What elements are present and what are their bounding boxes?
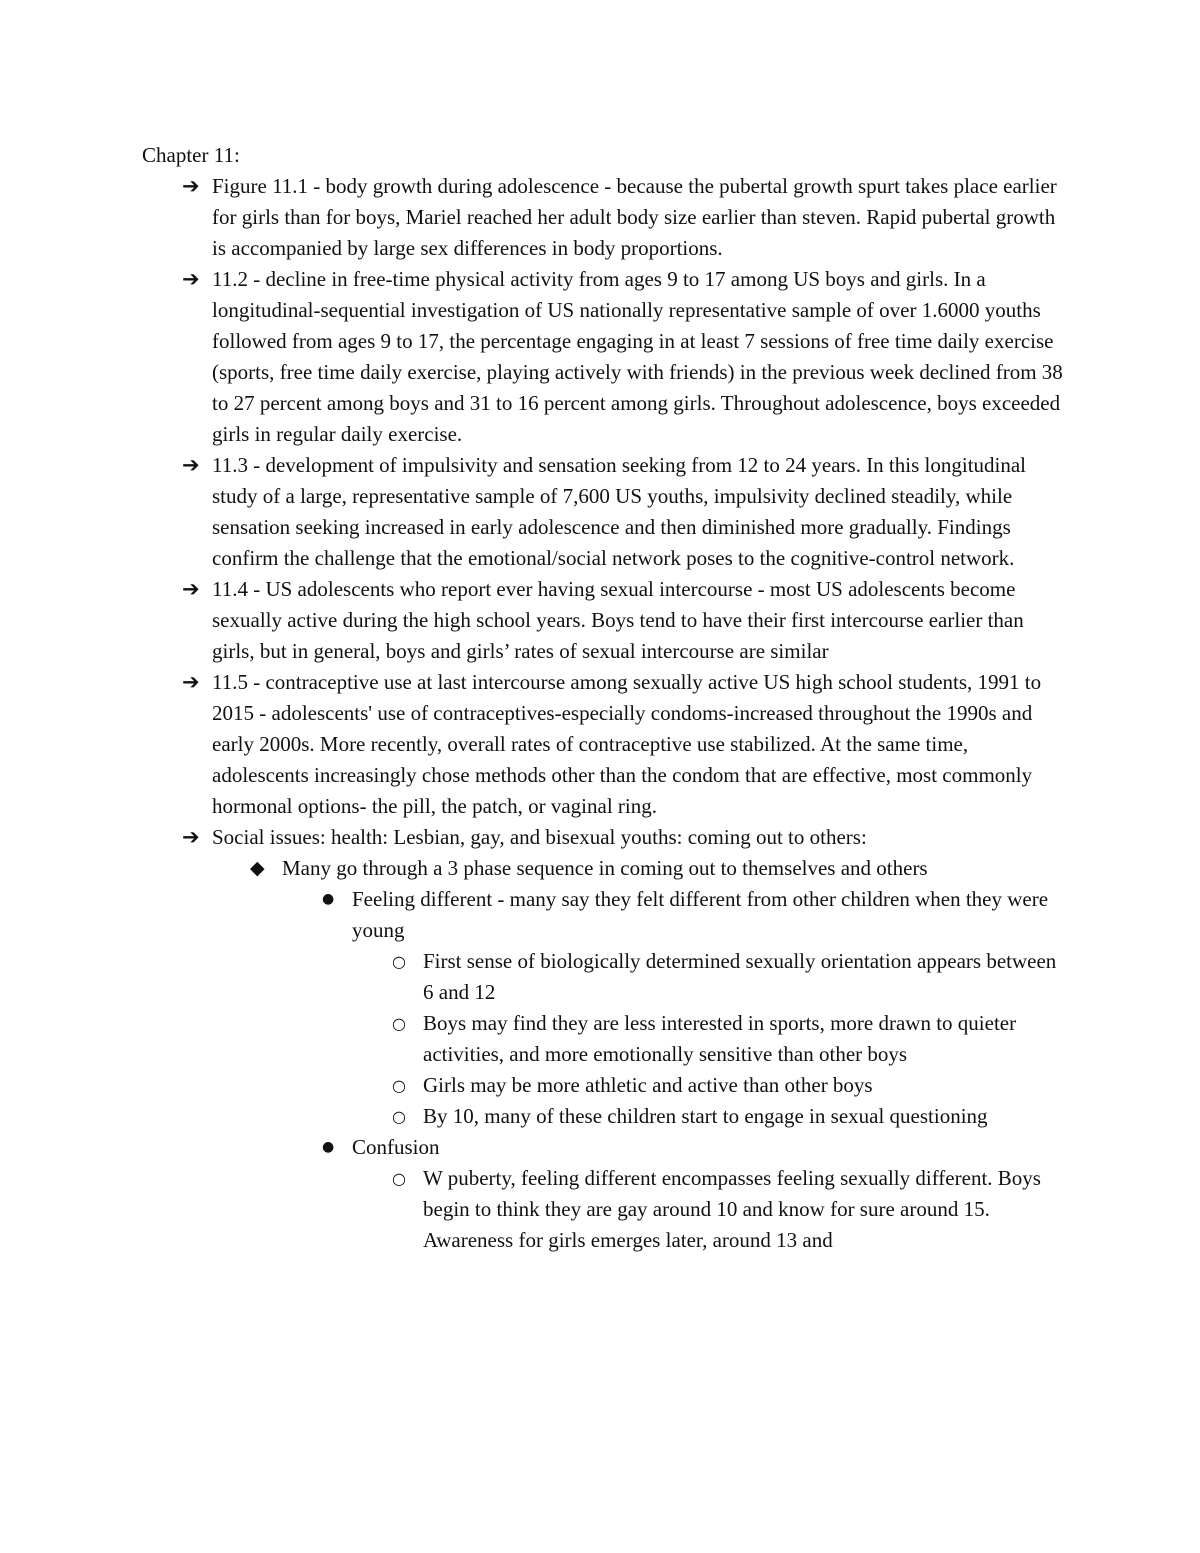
list-item-text: 11.2 - decline in free-time physical activity from ages 9 to 17 among US boys and girls. In a longitudinal-sequential investigation of US nationally representative sample of over 1.6000 youths followed from ages 9 to 17, the percentage engaging in at least 7 sessions of free time daily exercise (sports, free time daily exercise, playing actively with friends) in the previous week declined from 38 to 27 percent among boys and 31 to 16 percent among girls. Throughout adolescence, boys exceeded girls in regular daily exercise.	[212, 267, 1063, 446]
list-item-text: Girls may be more athletic and active than other boys	[423, 1073, 873, 1097]
list-item-figure-11-4	[182, 574, 1067, 667]
phase-list	[322, 884, 1067, 1256]
list-item-text: 11.5 - contraceptive use at last intercourse among sexually active US high school students, 1991 to 2015 - adolescents' use of contraceptives-especially condoms-increased throughout the 1990s and early 2000s. More recently, overall rates of contraceptive use stabilized. At the same time, adolescents increasingly chose methods other than the condom that are effective, most commonly hormonal options- the pill, the patch, or vaginal ring.	[212, 670, 1042, 818]
figure-list	[182, 171, 1067, 1256]
arrow-bullet-icon: ➔	[182, 453, 200, 477]
phase-detail-list	[392, 946, 1067, 1132]
list-item	[392, 1163, 1067, 1256]
list-item-text: Boys may find they are less interested in sports, more drawn to quieter activities, and more emotionally sensitive than other boys	[423, 1011, 1017, 1066]
list-item-text: 11.3 - development of impulsivity and sensation seeking from 12 to 24 years. In this longitudinal study of a large, representative sample of 7,600 US youths, impulsivity declined steadily, while sensation seeking increased in early adolescence and then diminished more gradually. Findings confirm the challenge that the emotional/social network poses to the cognitive-control network.	[212, 453, 1027, 570]
social-sublist	[250, 853, 1067, 1256]
list-item-text: Figure 11.1 - body growth during adolescence - because the pubertal growth spurt takes place earlier for girls than for boys, Mariel reached her adult body size earlier than steven. Rapid pubertal growth is accompanied by large sex differences in body proportions.	[212, 174, 1057, 260]
document-body	[142, 140, 1067, 1256]
circle-bullet-icon: ○	[392, 1014, 406, 1033]
list-item	[392, 1101, 1067, 1132]
circle-bullet-icon: ○	[392, 1169, 406, 1188]
list-item-text: First sense of biologically determined sexually orientation appears between 6 and 12	[423, 949, 1057, 1004]
list-item-text: By 10, many of these children start to engage in sexual questioning	[423, 1104, 988, 1128]
list-item-text: W puberty, feeling different encompasses feeling sexually different. Boys begin to think they are gay around 10 and know for sure around 15. Awareness for girls emerges later, around 13 and	[423, 1166, 1041, 1252]
list-item-coming-out-sequence	[250, 853, 1067, 1256]
list-item	[392, 946, 1067, 1008]
list-item-phase-confusion	[322, 1132, 1067, 1256]
arrow-bullet-icon: ➔	[182, 670, 200, 694]
circle-bullet-icon: ○	[392, 952, 406, 971]
phase-detail-list	[392, 1163, 1067, 1256]
list-item-phase-feeling-different	[322, 884, 1067, 1132]
list-item-social-issues	[182, 822, 1067, 1256]
list-item-figure-11-5	[182, 667, 1067, 822]
circle-bullet-icon: ○	[392, 1107, 406, 1126]
list-item-figure-11-2	[182, 264, 1067, 450]
list-item-text: Feeling different - many say they felt different from other children when they were young	[352, 887, 1049, 942]
list-item-text: Many go through a 3 phase sequence in coming out to themselves and others	[282, 856, 928, 880]
circle-bullet-icon: ○	[392, 1076, 406, 1095]
list-item	[392, 1008, 1067, 1070]
diamond-bullet-icon: ◆	[250, 857, 265, 879]
list-item-text: Confusion	[352, 1135, 440, 1159]
arrow-bullet-icon: ➔	[182, 577, 200, 601]
list-item	[392, 1070, 1067, 1101]
list-item-figure-11-3	[182, 450, 1067, 574]
chapter-heading: Chapter 11:	[142, 143, 240, 167]
list-item-figure-11-1	[182, 171, 1067, 264]
arrow-bullet-icon: ➔	[182, 174, 200, 198]
arrow-bullet-icon: ➔	[182, 825, 200, 849]
list-item-text: Social issues: health: Lesbian, gay, and bisexual youths: coming out to others:	[212, 825, 867, 849]
dot-bullet-icon: ●	[322, 1139, 335, 1155]
dot-bullet-icon: ●	[322, 891, 335, 907]
list-item-text: 11.4 - US adolescents who report ever having sexual intercourse - most US adolescents become sexually active during the high school years. Boys tend to have their first intercourse earlier than girls, but in general, boys and girls’ rates of sexual intercourse are similar	[212, 577, 1024, 663]
arrow-bullet-icon: ➔	[182, 267, 200, 291]
